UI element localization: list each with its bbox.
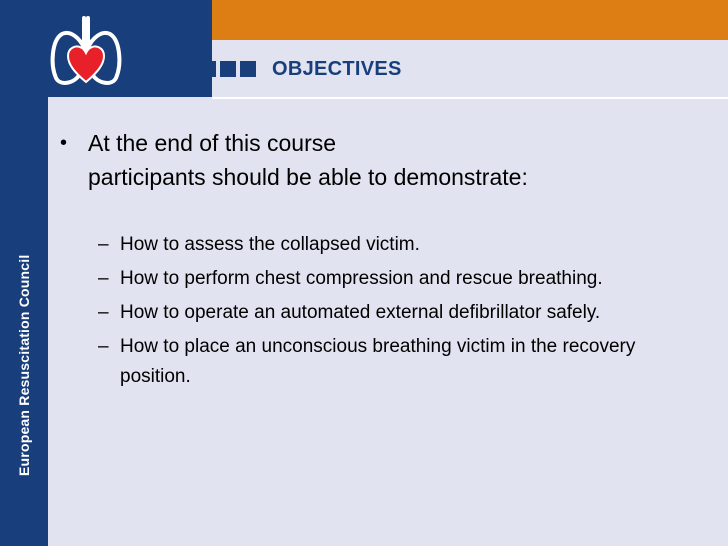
square-bullet-icon <box>200 61 216 77</box>
list-item-text: How to place an unconscious breathing victim in the recovery position. <box>120 336 636 387</box>
bullet-text-line1: At the end of this course <box>88 130 337 156</box>
bullet-text-line2: participants should be able to demonstrate: <box>88 164 528 190</box>
header-accent-band <box>212 0 728 40</box>
list-item-text: How to perform chest compression and rescue breathing. <box>120 268 603 289</box>
list-item <box>98 332 698 392</box>
list-item <box>98 298 698 328</box>
square-bullet-icon <box>220 61 236 77</box>
dash-icon: – <box>98 336 109 357</box>
list-item-text: How to assess the collapsed victim. <box>120 234 420 255</box>
list-item-text: How to operate an automated external defibrillator safely. <box>120 302 601 323</box>
org-name-label: European Resuscitation Council <box>16 254 32 476</box>
objectives-list <box>98 230 698 392</box>
dash-icon: – <box>98 268 109 289</box>
page-title: OBJECTIVES <box>272 57 402 80</box>
header-divider <box>212 97 728 99</box>
list-item <box>98 230 698 260</box>
logo-area <box>0 0 212 97</box>
lungs-heart-logo-icon <box>44 8 128 92</box>
square-bullet-icon <box>240 61 256 77</box>
dash-icon: – <box>98 302 109 323</box>
dash-icon: – <box>98 234 109 255</box>
main-bullet <box>60 126 700 194</box>
title-row <box>200 54 402 84</box>
list-item <box>98 264 698 294</box>
bullet-icon: • <box>60 132 68 154</box>
